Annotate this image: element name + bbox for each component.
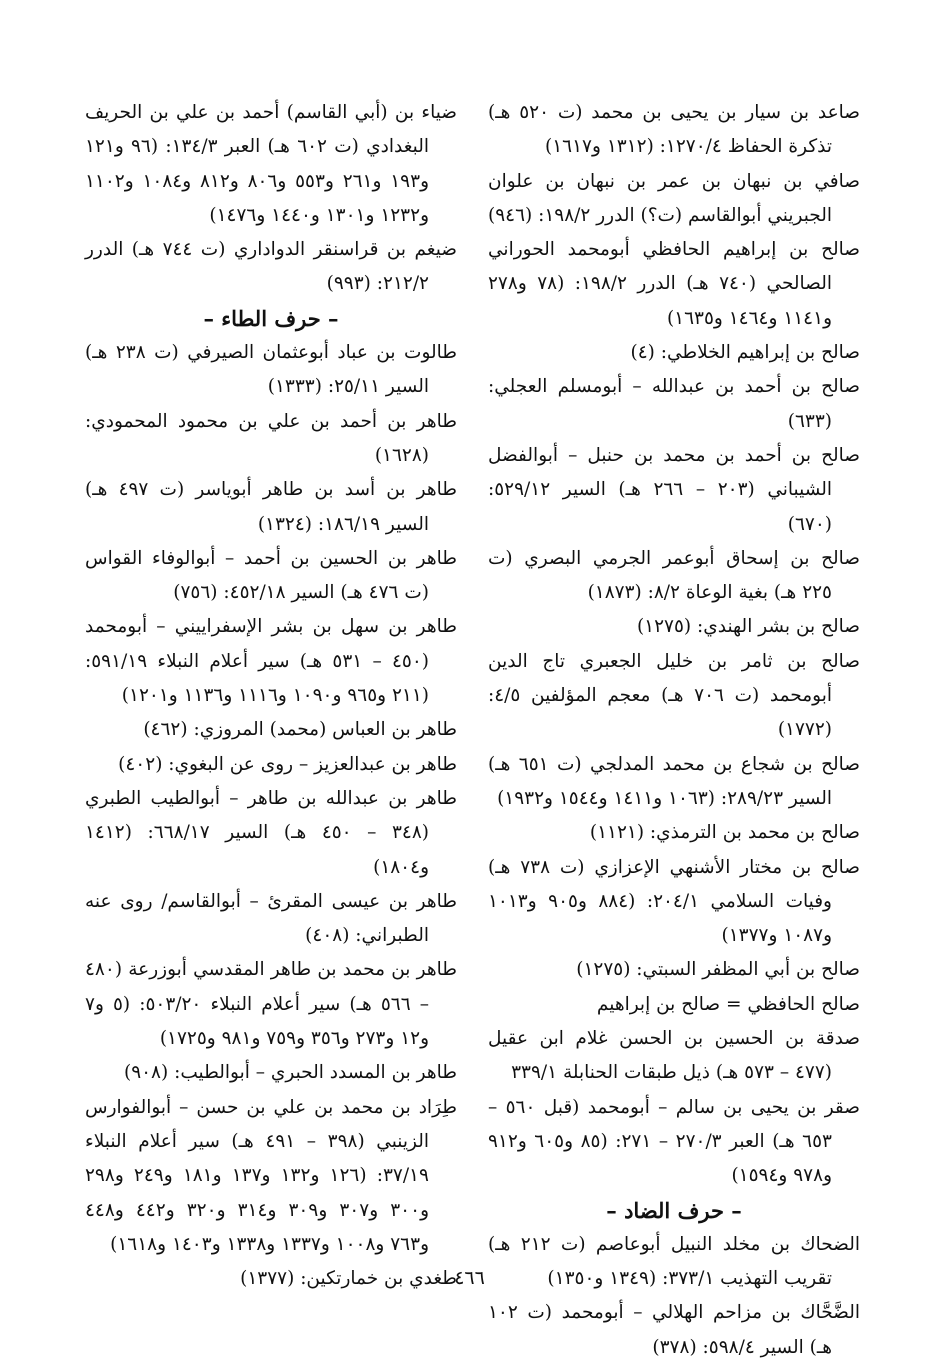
index-entry: صقر بن يحيى بن سالم – أبومحمد (قبل ٥٦٠ – ٦٥٣ هـ) العبر ٢٧٠/٣ – ٢٧١: (٨٥ و٦٠٥ و٩١٢ و٩٧٨ و١٥٩٤) xyxy=(488,1096,860,1187)
index-entry: الضحاك بن مخلد النبيل أبوعاصم (ت ٢١٢ هـ) تقريب التهذيب ٣٧٣/١: (١٣٤٩ و١٣٥٠) xyxy=(488,1233,861,1290)
index-entry: طاهر بن المسدد الحبري – أبوالطيب: (٩٠٨) xyxy=(123,1062,457,1084)
index-entry: صالح بن أبي المظفر السبتي: (١٢٧٥) xyxy=(576,959,860,981)
section-heading: – حرف الضاد – xyxy=(606,1197,742,1223)
index-entry: صالح بن بشر الهندي: (١٢٧٥) xyxy=(636,616,860,638)
index-entry: طاهر بن سهل بن بشر الإسفراييني – أبومحمد (٤٥٠ – ٥٣١ هـ) سير أعلام النبلاء ٥٩١/١٩: (٢١١ و٩٦٥ و١٠٩٠ و١١١٦ و١١٣٦ و١٢٠١) xyxy=(85,616,457,707)
index-entry: صاعد بن سيار بن يحيى بن محمد (ت ٥٢٠ هـ) تذكرة الحفاظ ١٢٧٠/٤: (١٣١٢ و١٦١٧) xyxy=(488,102,860,158)
index-entry: طغدي بن خمارتكين: (١٣٧٧) xyxy=(240,1268,457,1290)
section-heading: – حرف الطاء – xyxy=(203,305,339,331)
index-entry: صالح بن ثامر بن خليل الجعبري تاج الدين أبومحمد (ت ٧٠٦ هـ) معجم المؤلفين ٤/٥: (١٧٧٢) xyxy=(488,650,860,741)
index-entry: طالوت بن عباد أبوعثمان الصيرفي (ت ٢٣٨ هـ) السير ٢٥/١١: (١٣٣٣) xyxy=(85,342,458,398)
index-column-right xyxy=(488,96,860,1365)
index-entry: صدقة بن الحسين بن الحسن غلام ابن عقيل (٤٧٧ – ٥٧٣ هـ) ذيل طبقات الحنابلة ٣٣٩/١ xyxy=(488,1028,860,1084)
index-entry: طاهر بن الحسين بن أحمد – أبوالوفاء القواس (ت ٤٧٦ هـ) السير ٤٥٢/١٨: (٧٥٦) xyxy=(85,547,457,604)
index-entry: صالح الحافظي = صالح بن إبراهيم xyxy=(596,993,860,1015)
index-entry: طِرَاد بن محمد بن علي بن حسن – أبوالفوارس الزينبي (٣٩٨ – ٤٩١ هـ) سير أعلام النبلاء ٣٧/١٩: (١٢٦ و١٣٢ و١٣٧ و١٨١ و٢٤٩ و٢٩٨ و٣٠٠ و٣٠٧ و٣٠٩ و٣١٤ و٣٢٠ و٤٤٢ و٤٤٨ و٧٦٣ و١٠٠٨ و١٣٣٧ و١٣٣٨ و١٤٠٣ و١٦١٨) xyxy=(85,1096,457,1255)
index-entry: طاهر بن أحمد بن علي بن محمود المحمودي: (١٦٢٨) xyxy=(85,410,457,466)
index-entry: ضياء بن (أبي القاسم) أحمد بن علي بن الحريف البغدادي (ت ٦٠٢ هـ) العبر ١٣٤/٣: (٩٦ و١٢١ و١٩٣ و٢٦١ و٥٥٣ و٨٠٦ و٨١٢ و١٠٨٤ و١١٠٢ و١٢٣٢ و١٣٠١ و١٤٤٠ و١٤٧٦) xyxy=(85,102,457,226)
index-entry: صالح بن أحمد بن عبدالله – أبومسلم العجلي: (٦٣٣) xyxy=(488,376,860,432)
index-entry: صالح بن مختار الأشنهي الإعزازي (ت ٧٣٨ هـ) وفيات السلامي ٢٠٤/١: (٨٨٤ و٩٠٥ و١٠١٣ و١٠٨٧ و١٣٧٧) xyxy=(488,856,860,947)
index-entry: طاهر بن أسد بن طاهر أبوياسر (ت ٤٩٧ هـ) السير ١٨٦/١٩: (١٣٢٤) xyxy=(85,479,457,535)
index-entry: صالح بن أحمد بن محمد بن حنبل – أبوالفضل الشيباني (٢٠٣ – ٢٦٦ هـ) السير ٥٢٩/١٢: (٦٧٠) xyxy=(488,444,860,535)
index-entry: صافي بن نبهان بن عمر بن نبهان بن علوان الجبريني أبوالقاسم (ت؟) الدرر ١٩٨/٢: (٩٤٦) xyxy=(488,170,860,226)
index-column-left xyxy=(85,96,457,1296)
index-entry: صالح بن إسحاق أبوعمر الجرمي البصري (ت ٢٢٥ هـ) بغية الوعاة ٨/٢: (١٨٧٣) xyxy=(488,547,860,604)
index-entry: طاهر بن عيسى المقرئ – أبوالقاسم/ روى عنه الطبراني: (٤٠٨) xyxy=(85,890,457,947)
index-entry: الضَّحَّاك بن مزاحم الهلالي – أبومحمد (ت ١٠٢ هـ) السير ٥٩٨/٤: (٣٧٨) xyxy=(488,1302,860,1358)
index-entry: طاهر بن عبدالعزيز – روى عن البغوي: (٤٠٢) xyxy=(118,753,457,775)
index-entry: صالح بن محمد بن الترمذي: (١١٢١) xyxy=(589,822,860,844)
index-entry: صالح بن إبراهيم الحافظي أبومحمد الحوراني الصالحي (٧٤٠ هـ) الدرر ١٩٨/٢: (٧٨ و٢٧٨ و١١٤١ و١٤٦٤ و١٦٣٥) xyxy=(488,239,860,329)
index-entry: طاهر بن عبدالله بن طاهر – أبوالطيب الطبري (٣٤٨ – ٤٥٠ هـ) السير ٦٦٨/١٧: (١٤١٢ و١٨٠٤) xyxy=(85,787,457,878)
index-entry: صالح بن إبراهيم الخلاطي: (٤) xyxy=(630,342,860,364)
index-entry: ضيغم بن قراسنقر الدواداري (ت ٧٤٤ هـ) الدرر ٢١٢/٢: (٩٩٣) xyxy=(85,239,457,295)
index-entry: صالح بن شجاع بن محمد المدلجي (ت ٦٥١ هـ) السير ٢٨٩/٢٣: (١٠٦٣ و١٤١١ و١٥٤٤ و١٩٣٢) xyxy=(488,753,860,809)
page-number: ٤٦٦ xyxy=(454,1267,485,1289)
index-entry: طاهر بن العباس (محمد) المروزي: (٤٦٢) xyxy=(143,719,457,741)
index-entry: طاهر بن محمد بن طاهر المقدسي أبوزرعة (٤٨٠ – ٥٦٦ هـ) سير أعلام النبلاء ٥٠٣/٢٠: (٥ و٧ و١٢ و٢٧٣ و٣٥٦ و٧٥٩ و٩٨١ و١٧٢٥) xyxy=(85,959,457,1050)
